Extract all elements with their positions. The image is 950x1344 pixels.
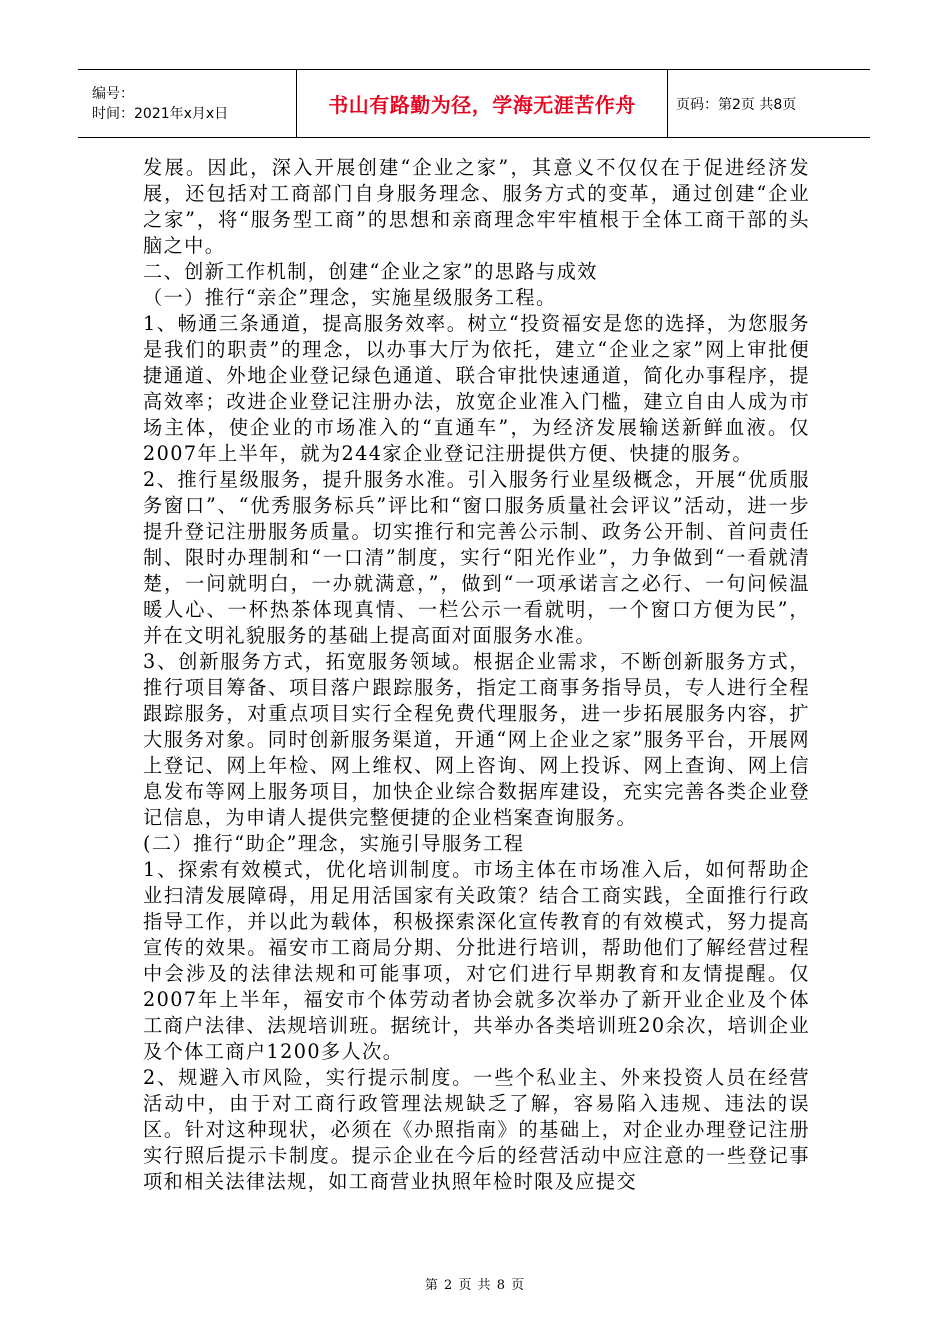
subsection-heading: (二）推行“助企”理念，实施引导服务工程: [143, 832, 525, 855]
body-paragraph: 1、畅通三条通道，提高服务效率。树立“投资福安是您的选择，为您服务是我们的职责”的理念，以办事大厅为依托，建立“企业之家”网上审批便捷通道、外地企业登记绿色通道、联合审批快速通道，简化办事程序，提高效率；改进企业登记注册办法，放宽企业准入门槛，建立自由人成为市场主体，使企业的市场准入的“直通车”，为经济发展输送新鲜血液。仅2007年上半年，就为244家企业登记注册提供方便、快捷的服务。: [143, 312, 810, 465]
page-header: [78, 69, 870, 138]
document-number-label: 编号：: [92, 85, 134, 102]
body-paragraph: 发展。因此，深入开展创建“企业之家”，其意义不仅仅在于促进经济发展，还包括对工商部门自身服务理念、服务方式的变革，通过创建“企业之家”，将“服务型工商”的思想和亲商理念牢牢植根于全体工商干部的头脑之中。: [143, 156, 810, 257]
document-time-label: 时间：2021年x月x日: [92, 105, 229, 122]
header-meta: [78, 70, 297, 138]
body-paragraph: 3、创新服务方式，拓宽服务领域。根据企业需求，不断创新服务方式，推行项目筹备、项目落户跟踪服务，指定工商事务指导员，专人进行全程跟踪服务，对重点项目实行全程免费代理服务，进一步拓展服务内容，扩大服务对象。同时创新服务渠道，开通“网上企业之家”服务平台，开展网上登记、网上年检、网上维权、网上咨询、网上投诉、网上查询、网上信息发布等网上服务项目，加快企业综合数据库建设，充实完善各类企业登记信息，为申请人提供完整便捷的企业档案查询服务。: [143, 650, 810, 829]
section-heading: 二、创新工作机制，创建“企业之家”的思路与成效: [143, 260, 598, 283]
header-motto: 书山有路勤为径，学海无涯苦作舟: [297, 70, 668, 138]
body-paragraph: 2、推行星级服务，提升服务水准。引入服务行业星级概念，开展“优质服务窗口”、“优秀服务标兵”评比和“窗口服务质量社会评议”活动，进一步提升登记注册服务质量。切实推行和完善公示制、政务公开制、首问责任制、限时办理制和“一口清”制度，实行“阳光作业”，力争做到“一看就清楚，一问就明白，一办就满意，”，做到“一项承诺言之必行、一句问候温暖人心、一杯热茶体现真情、一栏公示一看就明，一个窗口方便为民”，并在文明礼貌服务的基础上提高面对面服务水准。: [143, 468, 810, 647]
document-body: [143, 155, 810, 1195]
page-footer: 第 2 页 共 8 页: [424, 1278, 526, 1293]
body-paragraph: 2、规避入市风险，实行提示制度。一些个私业主、外来投资人员在经营活动中，由于对工商行政管理法规缺乏了解，容易陷入违规、违法的误区。针对这种现状，必须在《办照指南》的基础上，对企业办理登记注册实行照后提示卡制度。提示企业在今后的经营活动中应注意的一些登记事项和相关法律法规，如工商营业执照年检时限及应提交: [143, 1066, 810, 1193]
body-paragraph: 1、探索有效模式，优化培训制度。市场主体在市场准入后，如何帮助企业扫清发展障碍，用足用活国家有关政策？结合工商实践，全面推行行政指导工作，并以此为载体，积极探索深化宣传教育的有效模式，努力提高宣传的效果。福安市工商局分期、分批进行培训，帮助他们了解经营过程中会涉及的法律法规和可能事项，对它们进行早期教育和友情提醒。仅2007年上半年，福安市个体劳动者协会就多次举办了新开业企业及个体工商户法律、法规培训班。据统计，共举办各类培训班20余次，培训企业及个体工商户1200多人次。: [143, 858, 810, 1063]
subsection-heading: （一）推行“亲企”理念，实施星级服务工程。: [143, 286, 557, 309]
header-page-number: 页码：第2页 共8页: [676, 96, 797, 113]
